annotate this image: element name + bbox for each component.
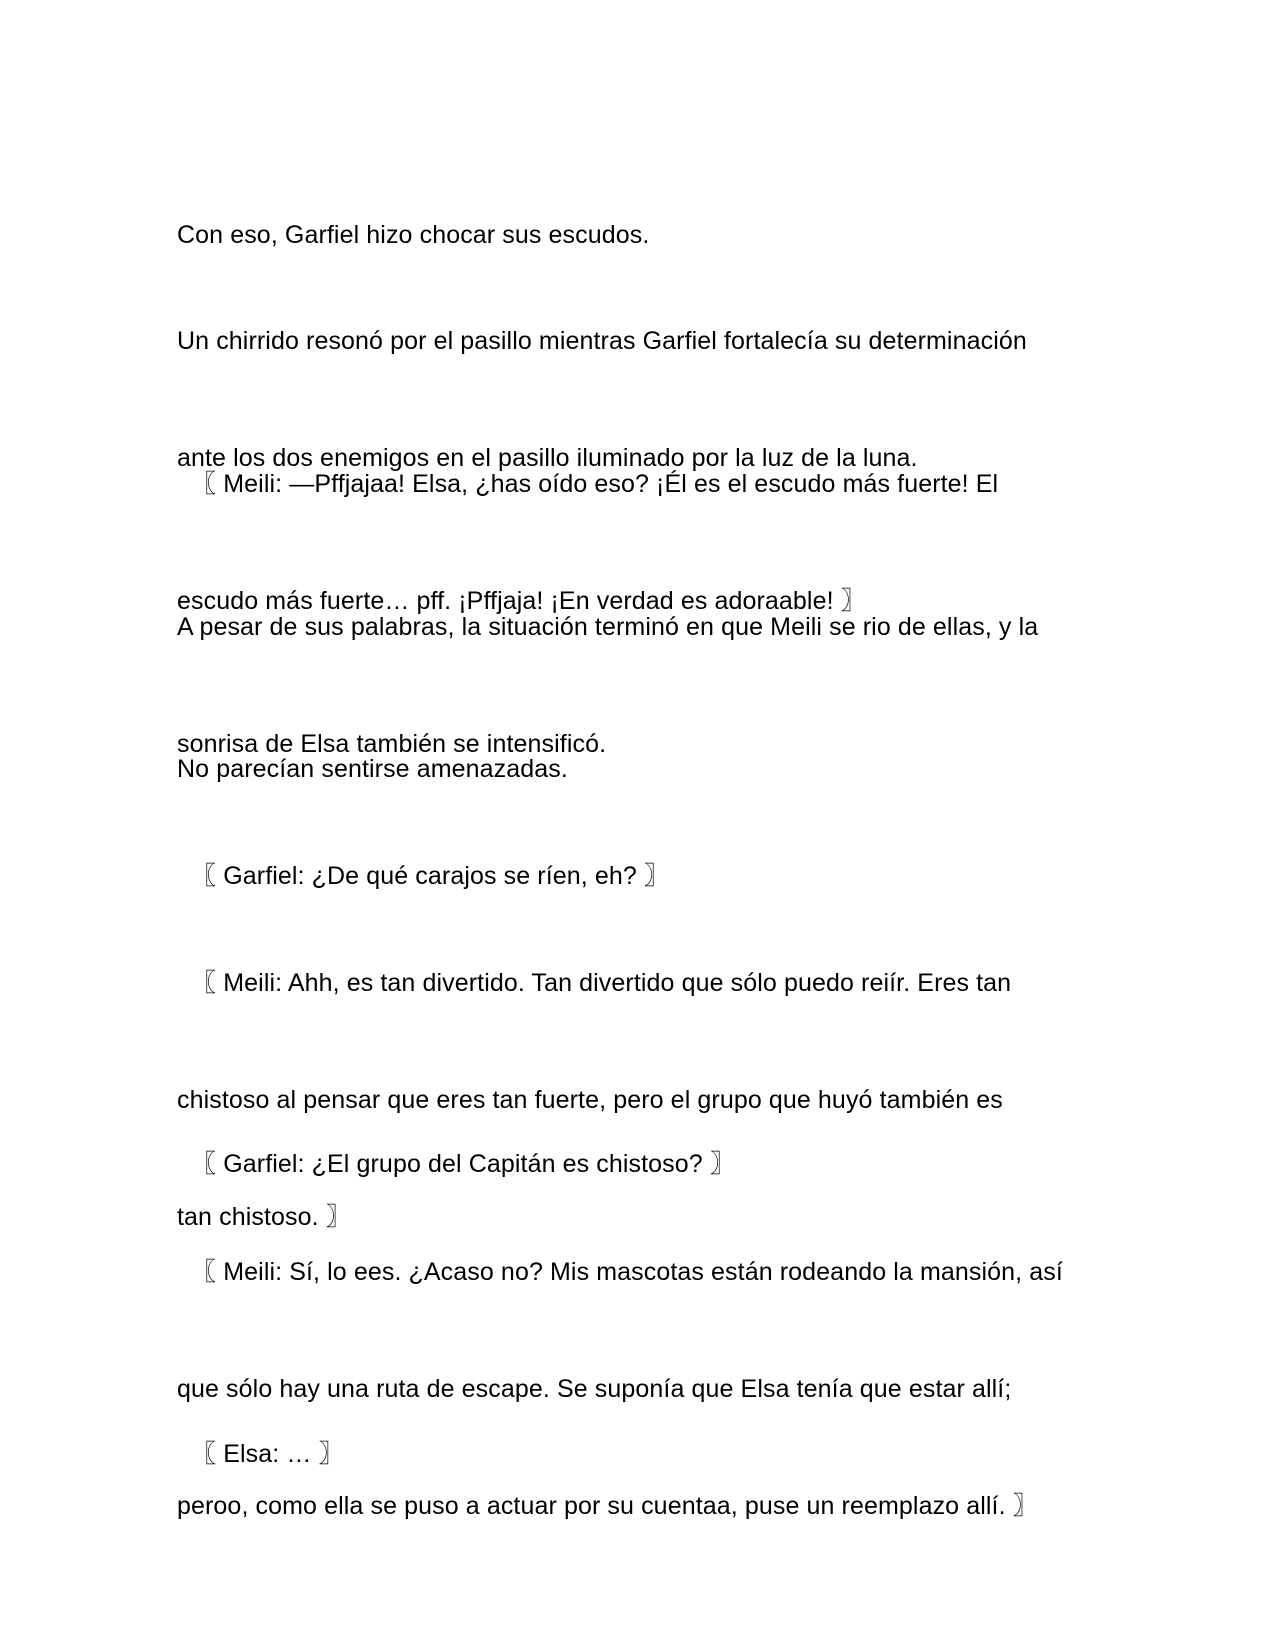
paragraph-10-dialogue-elsa	[177, 1357, 1097, 1552]
text-line: A pesar de sus palabras, la situación terminó en que Meili se rio de ellas, y la	[177, 613, 1039, 641]
text-line: 〖 Meili: Sí, lo ees. ¿Acaso no? Mis mascotas están rodeando la mansión, así	[177, 1258, 1063, 1286]
text-line: 〖 Meili: —Pffjajaa! Elsa, ¿has oído eso? ¡Él es el escudo más fuerte! El	[177, 470, 999, 498]
text-line: 〖 Garfiel: ¿De qué carajos se ríen, eh? 〗	[177, 862, 670, 890]
text-line: tan chistoso. 〗	[177, 1203, 351, 1231]
text-line: escudo más fuerte… pff. ¡Pffjaja! ¡En verdad es adoraable! 〗	[177, 587, 866, 615]
text-line: chistoso al pensar que eres tan fuerte, pero el grupo que huyó también es	[177, 1086, 1003, 1114]
text-line: sonrisa de Elsa también se intensificó.	[177, 730, 607, 758]
text-line: 〖 Meili: Ahh, es tan divertido. Tan divertido que sólo puedo reiír. Eres tan	[177, 969, 1012, 997]
text-line: 〖 Garfiel: ¿El grupo del Capitán es chistoso? 〗	[177, 1150, 735, 1178]
text-line: ante los dos enemigos en el pasillo iluminado por la luz de la luna.	[177, 444, 918, 472]
text-line: que sólo hay una ruta de escape. Se suponía que Elsa tenía que estar allí;	[177, 1375, 1012, 1403]
text-line: Un chirrido resonó por el pasillo mientras Garfiel fortalecía su determinación	[177, 327, 1027, 355]
text-line: 〖 Elsa: … 〗	[177, 1440, 344, 1468]
text-line: Con eso, Garfiel hizo chocar sus escudos.	[177, 221, 650, 249]
text-line: No parecían sentirse amenazadas.	[177, 755, 568, 783]
text-line: peroo, como ella se puso a actuar por su cuentaa, puse un reemplazo allí. 〗	[177, 1492, 1038, 1520]
